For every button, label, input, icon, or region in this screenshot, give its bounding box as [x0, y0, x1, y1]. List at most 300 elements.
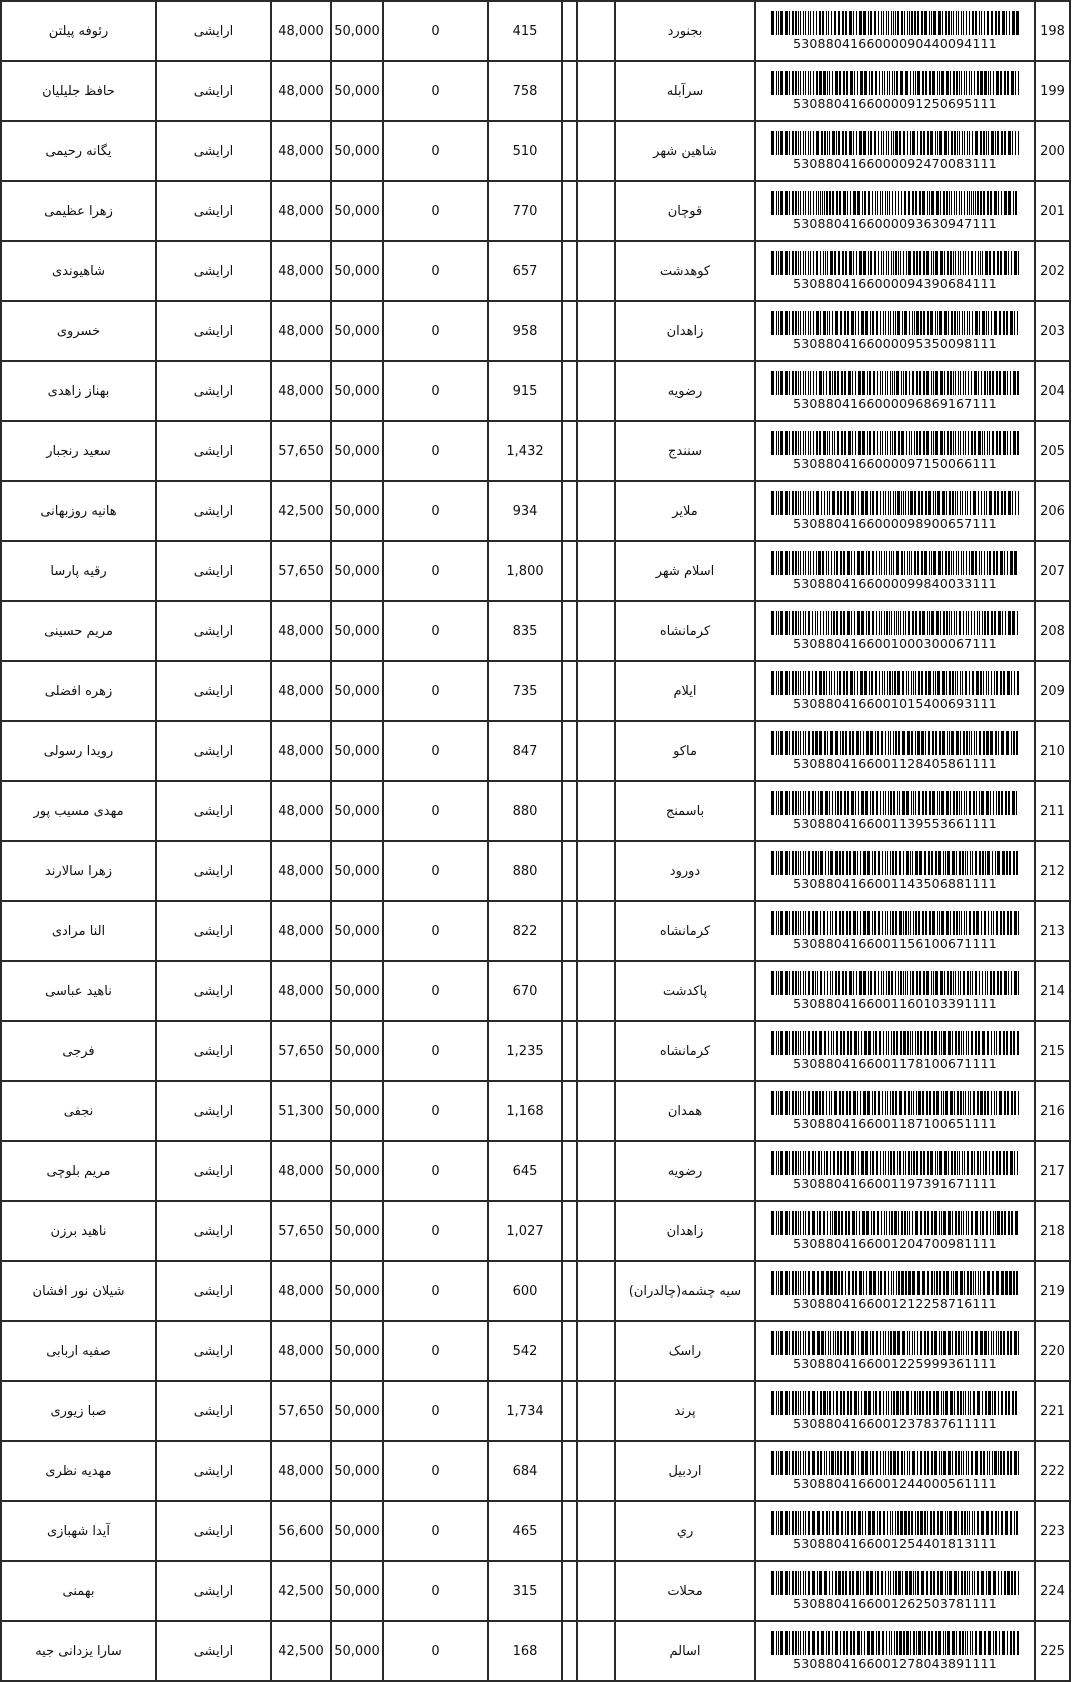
amount-cell-text: 50,000 — [334, 503, 380, 519]
city-cell-text: ماکو — [673, 743, 697, 759]
blank-cell-b — [577, 901, 615, 961]
row-number-cell — [1035, 1201, 1070, 1261]
category-cell — [156, 1, 271, 61]
amount-cell — [331, 61, 383, 121]
weight-cell-text: 1,168 — [506, 1103, 544, 1119]
price-cell — [271, 241, 331, 301]
amount-cell-text: 50,000 — [334, 383, 380, 399]
amount-cell — [331, 961, 383, 1021]
barcode-number: 5308804166001212258716111 — [793, 1296, 997, 1311]
barcode-block — [756, 1331, 1034, 1371]
recipient-name-text: صفیه اربابی — [46, 1343, 111, 1359]
price-cell — [271, 61, 331, 121]
category-cell-text: ارایشی — [193, 1223, 234, 1239]
table-row — [1, 1201, 1070, 1261]
barcode-number: 5308804166000098900657111 — [793, 516, 997, 531]
barcode-cell — [755, 1561, 1035, 1621]
recipient-name-text: شاهیوندی — [52, 263, 105, 279]
blank-cell-b — [577, 1561, 615, 1621]
table-row — [1, 1381, 1070, 1441]
row-number-cell-text: 202 — [1040, 263, 1065, 279]
category-cell — [156, 841, 271, 901]
amount-cell — [331, 1561, 383, 1621]
weight-cell — [488, 1381, 562, 1441]
weight-cell — [488, 61, 562, 121]
amount-cell-text: 50,000 — [334, 143, 380, 159]
barcode-block — [756, 1631, 1034, 1671]
city-cell-text: ملایر — [672, 503, 698, 519]
recipient-name — [1, 661, 156, 721]
amount-cell — [331, 361, 383, 421]
zero-cell — [383, 901, 488, 961]
weight-cell-text: 735 — [512, 683, 538, 699]
blank-cell-b — [577, 1261, 615, 1321]
category-cell-text: ارایشی — [193, 23, 234, 39]
category-cell-text: ارایشی — [193, 1643, 234, 1659]
price-cell — [271, 961, 331, 1021]
row-number-cell-text: 222 — [1040, 1463, 1065, 1479]
blank-cell-a — [562, 421, 577, 481]
barcode-cell — [755, 901, 1035, 961]
blank-cell-b — [577, 121, 615, 181]
price-cell — [271, 1621, 331, 1681]
row-number-cell — [1035, 841, 1070, 901]
barcode-cell — [755, 541, 1035, 601]
city-cell-text: باسمنج — [665, 803, 705, 819]
weight-cell — [488, 481, 562, 541]
city-cell-text: کوهدشت — [659, 263, 711, 279]
blank-cell-b — [577, 421, 615, 481]
barcode-image — [767, 131, 1023, 155]
weight-cell-text: 315 — [512, 1583, 538, 1599]
city-cell-text: راسک — [668, 1343, 702, 1359]
city-cell — [615, 1441, 755, 1501]
blank-cell-a — [562, 1201, 577, 1261]
zero-cell-text: 0 — [431, 23, 440, 39]
zero-cell-text: 0 — [431, 863, 440, 879]
table-row — [1, 1441, 1070, 1501]
category-cell — [156, 1081, 271, 1141]
city-cell — [615, 1021, 755, 1081]
recipient-name — [1, 1561, 156, 1621]
barcode-number: 5308804166001278043891111 — [793, 1656, 997, 1671]
barcode-number: 5308804166001156100671111 — [793, 936, 997, 951]
row-number-cell — [1035, 601, 1070, 661]
recipient-name-text: صبا زیوری — [50, 1403, 107, 1419]
city-cell — [615, 541, 755, 601]
blank-cell-b — [577, 1441, 615, 1501]
weight-cell — [488, 1, 562, 61]
amount-cell-text: 50,000 — [334, 443, 380, 459]
price-cell — [271, 481, 331, 541]
city-cell — [615, 841, 755, 901]
weight-cell — [488, 901, 562, 961]
price-cell-text: 51,300 — [278, 1103, 324, 1119]
price-cell — [271, 721, 331, 781]
barcode-cell — [755, 1081, 1035, 1141]
blank-cell-b — [577, 61, 615, 121]
recipient-name — [1, 1261, 156, 1321]
recipient-name — [1, 901, 156, 961]
barcode-cell — [755, 181, 1035, 241]
price-cell-text: 48,000 — [278, 263, 324, 279]
weight-cell — [488, 241, 562, 301]
blank-cell-b — [577, 661, 615, 721]
category-cell — [156, 121, 271, 181]
city-cell-text: همدان — [667, 1103, 703, 1119]
price-cell — [271, 1081, 331, 1141]
amount-cell-text: 50,000 — [334, 863, 380, 879]
weight-cell — [488, 841, 562, 901]
price-cell-text: 48,000 — [278, 683, 324, 699]
price-cell-text: 48,000 — [278, 203, 324, 219]
category-cell — [156, 901, 271, 961]
weight-cell — [488, 1141, 562, 1201]
zero-cell — [383, 1561, 488, 1621]
zero-cell-text: 0 — [431, 623, 440, 639]
price-cell — [271, 1441, 331, 1501]
barcode-cell — [755, 241, 1035, 301]
row-number-cell-text: 224 — [1040, 1583, 1065, 1599]
barcode-cell — [755, 601, 1035, 661]
barcode-number: 5308804166001204700981111 — [793, 1236, 997, 1251]
price-cell-text: 42,500 — [278, 1583, 324, 1599]
barcode-image — [767, 1571, 1023, 1595]
amount-cell-text: 50,000 — [334, 23, 380, 39]
blank-cell-a — [562, 1321, 577, 1381]
weight-cell — [488, 1261, 562, 1321]
category-cell — [156, 1561, 271, 1621]
zero-cell-text: 0 — [431, 1043, 440, 1059]
city-cell-text: رضویه — [667, 1163, 703, 1179]
barcode-image — [767, 1391, 1023, 1415]
city-cell-text: سرآبله — [666, 83, 704, 99]
amount-cell — [331, 1381, 383, 1441]
weight-cell — [488, 721, 562, 781]
price-cell — [271, 361, 331, 421]
blank-cell-a — [562, 1621, 577, 1681]
barcode-image — [767, 611, 1023, 635]
zero-cell-text: 0 — [431, 563, 440, 579]
recipient-name — [1, 241, 156, 301]
city-cell — [615, 361, 755, 421]
price-cell-text: 48,000 — [278, 923, 324, 939]
zero-cell — [383, 1501, 488, 1561]
row-number-cell-text: 201 — [1040, 203, 1065, 219]
row-number-cell-text: 223 — [1040, 1523, 1065, 1539]
city-cell — [615, 181, 755, 241]
price-cell-text: 48,000 — [278, 23, 324, 39]
barcode-cell — [755, 841, 1035, 901]
weight-cell-text: 1,800 — [506, 563, 544, 579]
row-number-cell — [1035, 1561, 1070, 1621]
city-cell-text: اسلام شهر — [655, 563, 715, 579]
table-row — [1, 961, 1070, 1021]
city-cell-text: محلات — [667, 1583, 703, 1599]
amount-cell-text: 50,000 — [334, 1523, 380, 1539]
amount-cell — [331, 1621, 383, 1681]
weight-cell — [488, 601, 562, 661]
row-number-cell-text: 225 — [1040, 1643, 1065, 1659]
amount-cell — [331, 1321, 383, 1381]
recipient-name — [1, 1141, 156, 1201]
weight-cell — [488, 1441, 562, 1501]
city-cell — [615, 1261, 755, 1321]
category-cell-text: ارایشی — [193, 263, 234, 279]
category-cell-text: ارایشی — [193, 1283, 234, 1299]
blank-cell-a — [562, 661, 577, 721]
zero-cell — [383, 1, 488, 61]
amount-cell-text: 50,000 — [334, 563, 380, 579]
recipient-name-text: ناهید برزن — [50, 1223, 107, 1239]
recipient-name-text: بهمنی — [62, 1583, 95, 1599]
city-cell-text: ایلام — [673, 683, 697, 699]
city-cell-text: پاکدشت — [662, 983, 708, 999]
category-cell — [156, 301, 271, 361]
city-cell — [615, 1141, 755, 1201]
city-cell — [615, 421, 755, 481]
price-cell — [271, 841, 331, 901]
table-row — [1, 481, 1070, 541]
barcode-block — [756, 551, 1034, 591]
row-number-cell-text: 221 — [1040, 1403, 1065, 1419]
zero-cell-text: 0 — [431, 1223, 440, 1239]
row-number-cell — [1035, 1141, 1070, 1201]
recipient-name — [1, 721, 156, 781]
weight-cell — [488, 421, 562, 481]
barcode-block — [756, 1451, 1034, 1491]
weight-cell-text: 822 — [512, 923, 538, 939]
barcode-image — [767, 1331, 1023, 1355]
category-cell-text: ارایشی — [193, 1343, 234, 1359]
category-cell — [156, 1501, 271, 1561]
weight-cell — [488, 1561, 562, 1621]
price-cell — [271, 121, 331, 181]
weight-cell-text: 880 — [512, 803, 538, 819]
weight-cell — [488, 1201, 562, 1261]
barcode-cell — [755, 721, 1035, 781]
recipient-name — [1, 1321, 156, 1381]
category-cell — [156, 1021, 271, 1081]
amount-cell-text: 50,000 — [334, 1163, 380, 1179]
blank-cell-a — [562, 1381, 577, 1441]
barcode-image — [767, 191, 1023, 215]
category-cell-text: ارایشی — [193, 503, 234, 519]
table-row — [1, 1, 1070, 61]
barcode-image — [767, 1511, 1023, 1535]
recipient-name-text: ناهید عباسی — [45, 983, 112, 999]
price-cell-text: 48,000 — [278, 383, 324, 399]
barcode-image — [767, 791, 1023, 815]
row-number-cell — [1035, 1381, 1070, 1441]
price-cell-text: 57,650 — [278, 443, 324, 459]
amount-cell-text: 50,000 — [334, 623, 380, 639]
category-cell — [156, 61, 271, 121]
blank-cell-a — [562, 1, 577, 61]
row-number-cell — [1035, 1501, 1070, 1561]
category-cell — [156, 481, 271, 541]
barcode-number: 5308804166000092470083111 — [793, 156, 997, 171]
blank-cell-a — [562, 1441, 577, 1501]
barcode-cell — [755, 781, 1035, 841]
recipient-name-text: مریم حسینی — [44, 623, 113, 639]
barcode-block — [756, 1151, 1034, 1191]
price-cell — [271, 1261, 331, 1321]
amount-cell — [331, 301, 383, 361]
amount-cell-text: 50,000 — [334, 1463, 380, 1479]
amount-cell — [331, 181, 383, 241]
barcode-block — [756, 791, 1034, 831]
weight-cell-text: 958 — [512, 323, 538, 339]
zero-cell — [383, 961, 488, 1021]
zero-cell — [383, 1201, 488, 1261]
barcode-cell — [755, 1261, 1035, 1321]
table-row — [1, 241, 1070, 301]
barcode-block — [756, 1571, 1034, 1611]
barcode-block — [756, 1031, 1034, 1071]
category-cell — [156, 361, 271, 421]
barcode-cell — [755, 1321, 1035, 1381]
barcode-image — [767, 1631, 1023, 1655]
barcode-image — [767, 371, 1023, 395]
category-cell — [156, 781, 271, 841]
amount-cell — [331, 661, 383, 721]
zero-cell-text: 0 — [431, 743, 440, 759]
barcode-cell — [755, 1441, 1035, 1501]
barcode-block — [756, 971, 1034, 1011]
blank-cell-a — [562, 1501, 577, 1561]
recipient-name-text: بهناز زاهدی — [47, 383, 110, 399]
amount-cell-text: 50,000 — [334, 1103, 380, 1119]
barcode-block — [756, 491, 1034, 531]
zero-cell-text: 0 — [431, 983, 440, 999]
recipient-name-text: رقیه پارسا — [50, 563, 107, 579]
blank-cell-a — [562, 781, 577, 841]
city-cell-text: اردبیل — [668, 1463, 702, 1479]
weight-cell-text: 1,734 — [506, 1403, 544, 1419]
table-row — [1, 841, 1070, 901]
row-number-cell — [1035, 661, 1070, 721]
recipient-name-text: زهرا عظیمی — [44, 203, 113, 219]
barcode-block — [756, 1511, 1034, 1551]
table-row — [1, 1081, 1070, 1141]
barcode-image — [767, 851, 1023, 875]
city-cell-text: سنندج — [668, 443, 702, 459]
amount-cell-text: 50,000 — [334, 743, 380, 759]
row-number-cell — [1035, 961, 1070, 1021]
city-cell-text: پرند — [674, 1403, 696, 1419]
recipient-name-text: سارا یزدانی جیه — [35, 1643, 122, 1659]
barcode-image — [767, 971, 1023, 995]
blank-cell-b — [577, 601, 615, 661]
barcode-image — [767, 551, 1023, 575]
barcode-image — [767, 671, 1023, 695]
recipient-name — [1, 1021, 156, 1081]
recipient-name-text: هانیه روزبهانی — [40, 503, 117, 519]
zero-cell-text: 0 — [431, 1343, 440, 1359]
city-cell-text: زاهدان — [666, 1223, 704, 1239]
row-number-cell — [1035, 1021, 1070, 1081]
barcode-image — [767, 1091, 1023, 1115]
amount-cell — [331, 1081, 383, 1141]
row-number-cell — [1035, 781, 1070, 841]
row-number-cell-text: 200 — [1040, 143, 1065, 159]
city-cell — [615, 961, 755, 1021]
category-cell — [156, 1621, 271, 1681]
weight-cell — [488, 781, 562, 841]
recipient-name-text: مهدیه نظری — [45, 1463, 112, 1479]
amount-cell — [331, 1501, 383, 1561]
row-number-cell — [1035, 481, 1070, 541]
zero-cell — [383, 721, 488, 781]
price-cell-text: 57,650 — [278, 563, 324, 579]
city-cell-text: بجنورد — [667, 23, 703, 39]
recipient-name — [1, 1081, 156, 1141]
blank-cell-a — [562, 1081, 577, 1141]
city-cell — [615, 61, 755, 121]
category-cell — [156, 601, 271, 661]
barcode-image — [767, 1211, 1023, 1235]
price-cell — [271, 1501, 331, 1561]
barcode-image — [767, 431, 1023, 455]
recipient-name-text: مریم بلوچی — [46, 1163, 111, 1179]
recipient-name — [1, 841, 156, 901]
barcode-image — [767, 491, 1023, 515]
category-cell-text: ارایشی — [193, 1403, 234, 1419]
barcode-image — [767, 311, 1023, 335]
zero-cell-text: 0 — [431, 383, 440, 399]
price-cell — [271, 421, 331, 481]
weight-cell-text: 758 — [512, 83, 538, 99]
city-cell-text: ري — [676, 1523, 694, 1539]
category-cell-text: ارایشی — [193, 1583, 234, 1599]
barcode-number: 5308804166001000300067111 — [793, 636, 997, 651]
row-number-cell — [1035, 361, 1070, 421]
category-cell — [156, 1321, 271, 1381]
recipient-name — [1, 181, 156, 241]
table-row — [1, 181, 1070, 241]
blank-cell-b — [577, 721, 615, 781]
blank-cell-a — [562, 181, 577, 241]
category-cell — [156, 1441, 271, 1501]
amount-cell — [331, 1141, 383, 1201]
recipient-name-text: مهدی مسیب پور — [33, 803, 124, 819]
weight-cell-text: 645 — [512, 1163, 538, 1179]
barcode-block — [756, 371, 1034, 411]
blank-cell-b — [577, 961, 615, 1021]
price-cell-text: 48,000 — [278, 1343, 324, 1359]
zero-cell-text: 0 — [431, 1103, 440, 1119]
barcode-image — [767, 911, 1023, 935]
category-cell — [156, 721, 271, 781]
barcode-number: 5308804166000091250695111 — [793, 96, 997, 111]
amount-cell-text: 50,000 — [334, 1343, 380, 1359]
category-cell-text: ارایشی — [193, 863, 234, 879]
row-number-cell-text: 216 — [1040, 1103, 1065, 1119]
zero-cell — [383, 661, 488, 721]
zero-cell — [383, 1021, 488, 1081]
weight-cell — [488, 541, 562, 601]
amount-cell — [331, 121, 383, 181]
row-number-cell — [1035, 241, 1070, 301]
barcode-number: 5308804166001262503781111 — [793, 1596, 997, 1611]
price-cell-text: 48,000 — [278, 1463, 324, 1479]
price-cell-text: 48,000 — [278, 983, 324, 999]
category-cell — [156, 1201, 271, 1261]
blank-cell-b — [577, 1021, 615, 1081]
row-number-cell — [1035, 421, 1070, 481]
price-cell — [271, 781, 331, 841]
